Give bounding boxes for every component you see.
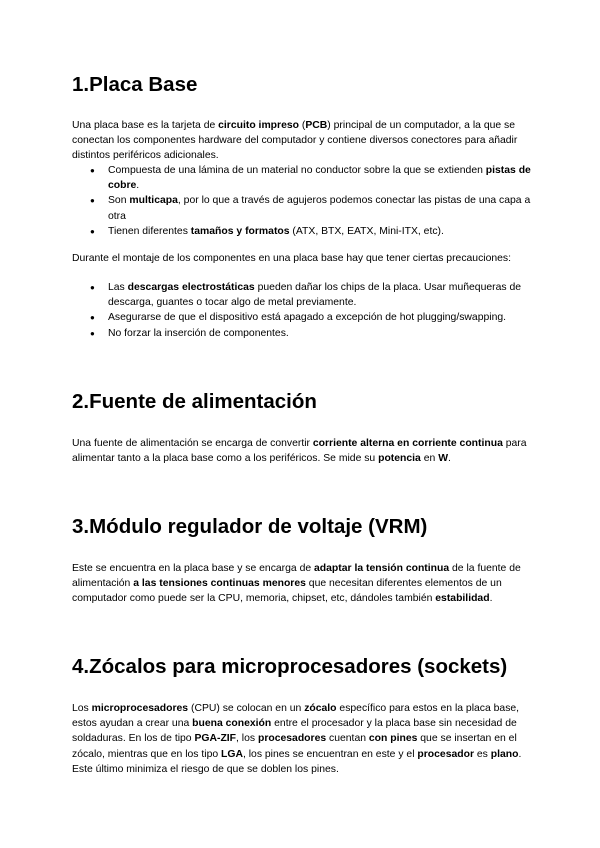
bold-text: procesador xyxy=(417,748,474,760)
bold-text: procesadores xyxy=(257,733,327,745)
text-run: específico para estos en la placa base, estos ayudan a crear una xyxy=(72,703,520,730)
text-run: . xyxy=(489,593,493,605)
text-run: de la fuente de alimentación xyxy=(72,563,521,590)
bullet-item xyxy=(72,193,532,223)
text-run: pueden dañar los chips de la placa. Usar muñequeras de descarga, guantes o tocar algo de metal previamente. xyxy=(108,282,522,309)
text-run: , por lo que a través de agujeros podemos conectar las pistas de una capa a otra xyxy=(108,195,531,222)
bold-text: a las tensiones continuas menores xyxy=(133,578,306,590)
heading-vrm: 3.Módulo regulador de voltaje (VRM) xyxy=(72,515,428,538)
text-run: (CPU) se colocan en un xyxy=(188,703,305,714)
text-run: entre el procesador y la placa base sin necesidad de soldaduras. En los de tipo xyxy=(72,718,517,745)
text-run: ( xyxy=(298,120,306,131)
bold-text: LGA xyxy=(221,748,243,760)
text-run: Una placa base es la tarjeta de xyxy=(72,120,219,131)
text-run: . Este último minimiza el riesgo de que se doblen los pines. xyxy=(72,748,522,775)
bold-text: corriente alterna en corriente continua xyxy=(312,438,503,449)
placa-base-precautions-list xyxy=(72,280,532,341)
heading-zocalos: 4.Zócalos para microprocesadores (sockets) xyxy=(72,655,508,678)
bold-text: plano xyxy=(490,748,519,760)
bullet-item xyxy=(72,163,532,193)
text-run: . xyxy=(448,453,451,465)
bold-text: adaptar la tensión continua xyxy=(314,563,450,574)
text-run: (ATX, BTX, EATX, Mini-ITX, etc). xyxy=(289,225,444,237)
text-run: Tienen diferentes xyxy=(108,225,191,237)
text-run: Durante el montaje de los componentes en una placa base hay que tener ciertas precauciones: xyxy=(72,253,511,264)
text-run: es xyxy=(474,748,491,760)
bold-text: pistas de cobre xyxy=(108,165,531,192)
bold-text: microprocesadores xyxy=(91,703,189,714)
fuente-alimentacion-text xyxy=(72,436,532,466)
bold-text: multicapa xyxy=(129,195,178,207)
text-run: Las xyxy=(108,282,128,293)
bullet-item xyxy=(72,310,532,325)
text-run: en xyxy=(420,453,439,465)
text-run: Asegurarse de que el dispositivo está apagado a excepción de hot plugging/swapping. xyxy=(108,312,507,324)
text-run: , los xyxy=(236,733,258,745)
bullet-item xyxy=(72,326,532,341)
placa-base-intro xyxy=(72,118,532,164)
text-run: Compuesta de una lámina de un material no conductor sobre la que se extienden xyxy=(108,165,486,176)
heading-fuente-alimentacion: 2.Fuente de alimentación xyxy=(72,390,317,413)
heading-placa-base: 1.Placa Base xyxy=(72,73,198,96)
text-run: cuentan xyxy=(326,733,369,745)
bullet-item xyxy=(72,224,532,239)
text-run: Este se encuentra en la placa base y se encarga de xyxy=(72,563,315,574)
text-run: ) principal de un computador, a la que se conectan los componentes hardware del computador y contiene diversos conectores para añadir distintos periféricos adicionales. xyxy=(72,120,518,162)
placa-base-precautions-intro xyxy=(72,251,532,266)
bold-text: PGA-ZIF xyxy=(194,733,237,745)
text-run: Una fuente de alimentación se encarga de convertir xyxy=(72,438,313,449)
bullet-item xyxy=(72,280,532,310)
bold-text: W xyxy=(438,453,448,465)
bold-text: buena conexión xyxy=(192,718,272,730)
text-run: Son xyxy=(108,195,130,207)
bold-text: potencia xyxy=(378,453,421,465)
bold-text: PCB xyxy=(305,120,328,131)
bold-text: con pines xyxy=(368,733,418,745)
bold-text: estabilidad xyxy=(435,593,490,605)
bold-text: zócalo xyxy=(304,703,337,714)
bold-text: tamaños y formatos xyxy=(190,225,290,237)
bold-text: descargas electrostáticas xyxy=(127,282,255,293)
vrm-text xyxy=(72,561,532,607)
text-run: No forzar la inserción de componentes. xyxy=(108,327,289,339)
text-run: para alimentar tanto a la placa base como a los periféricos. Se mide su xyxy=(72,438,527,465)
text-run: , los pines se encuentran en este y el xyxy=(242,748,418,760)
zocalos-text xyxy=(72,701,532,777)
text-run: . xyxy=(136,180,140,192)
text-run: que necesitan diferentes elementos de un computador como puede ser la CPU, memoria, chipset, etc, dándoles también xyxy=(72,578,502,605)
bold-text: circuito impreso xyxy=(218,120,299,131)
placa-base-features-list xyxy=(72,163,532,239)
text-run: que se insertan en el zócalo, mientras que en los tipo xyxy=(72,733,517,760)
text-run: Los xyxy=(72,703,92,714)
